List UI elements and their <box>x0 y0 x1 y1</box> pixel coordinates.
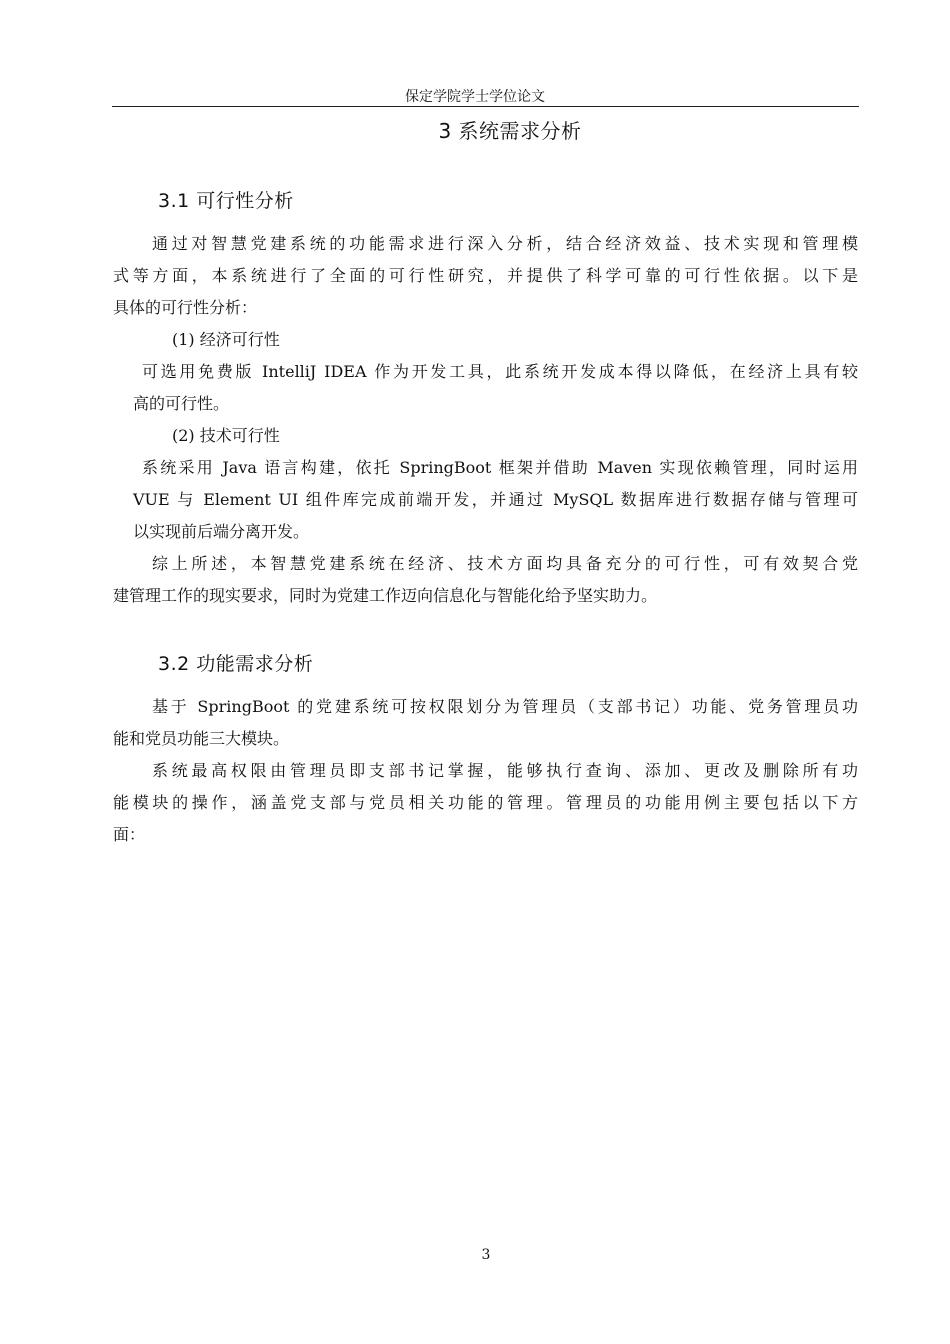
section-title-feasibility: 3.1 可行性分析 <box>158 190 294 212</box>
technical-feasibility-heading: (2) 技术可行性 <box>172 426 280 445</box>
paragraph-line: 高的可行性。 <box>133 394 230 413</box>
paragraph-line: 能模块的操作，涵盖党支部与党员相关功能的管理。管理员的功能用例主要包括以下方 <box>113 793 858 812</box>
paragraph-line: 面： <box>113 825 146 844</box>
chapter-title: 3 系统需求分析 <box>438 119 582 143</box>
paragraph-line: 通过对智慧党建系统的功能需求进行深入分析，结合经济效益、技术实现和管理模 <box>152 234 858 253</box>
header-divider <box>112 106 859 107</box>
paragraph-line: 建管理工作的现实要求，同时为党建工作迈向信息化与智能化给予坚实助力。 <box>113 586 658 605</box>
paragraph-line: VUE 与 Element UI 组件库完成前端开发，并通过 MySQL 数据库进行数据存储与管理可 <box>133 490 858 509</box>
paragraph-line: 具体的可行性分析： <box>113 298 258 317</box>
page-header-title: 保定学院学士学位论文 <box>405 89 545 105</box>
paragraph-line: 基于 SpringBoot 的党建系统可按权限划分为管理员（支部书记）功能、党务管理员功 <box>152 697 858 716</box>
paragraph-line: 系统采用 Java 语言构建，依托 SpringBoot 框架并借助 Maven 实现依赖管理，同时运用 <box>142 458 858 477</box>
paragraph-line: 能和党员功能三大模块。 <box>113 729 290 748</box>
paragraph-line: 式等方面，本系统进行了全面的可行性研究，并提供了科学可靠的可行性依据。以下是 <box>113 266 858 285</box>
section-title-functional-requirements: 3.2 功能需求分析 <box>158 653 314 675</box>
paragraph-line: 可选用免费版 IntelliJ IDEA 作为开发工具，此系统开发成本得以降低，在经济上具有较 <box>142 362 858 381</box>
economic-feasibility-heading: (1) 经济可行性 <box>172 330 280 349</box>
paragraph-line: 以实现前后端分离开发。 <box>133 522 310 541</box>
page-number: 3 <box>481 1247 491 1263</box>
paragraph-line: 综上所述，本智慧党建系统在经济、技术方面均具备充分的可行性，可有效契合党 <box>152 554 858 573</box>
paragraph-line: 系统最高权限由管理员即支部书记掌握，能够执行查询、添加、更改及删除所有功 <box>152 761 858 780</box>
